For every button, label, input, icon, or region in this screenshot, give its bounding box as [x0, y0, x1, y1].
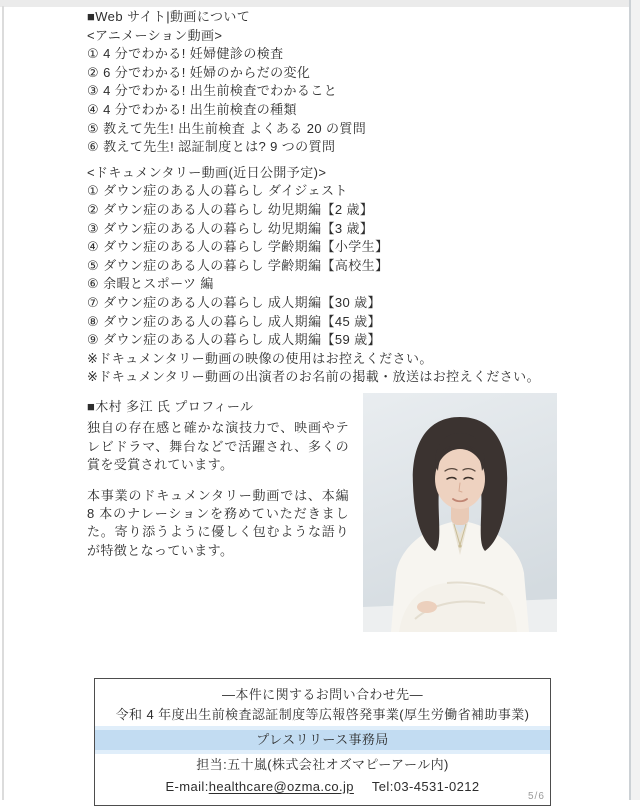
profile-paragraph: 独自の存在感と確かな演技力で、映画やテレビドラマ、舞台などで活躍され、多くの賞を受賞されています。 [87, 420, 349, 472]
list-item: ⑦ ダウン症のある人の暮らし 成人期編【30 歳】 [87, 294, 381, 310]
list-item: ⑤ 教えて先生! 出生前検査 よくある 20 の質問 [87, 120, 367, 136]
list-item: ⑥ 余暇とスポーツ 編 [87, 276, 214, 292]
documentary-video-list [87, 182, 630, 349]
document-page [0, 8, 630, 806]
list-item: ⑨ ダウン症のある人の暮らし 成人期編【59 歳】 [87, 332, 381, 348]
press-office-highlight [95, 726, 550, 754]
list-item: ① 4 分でわかる! 妊婦健診の検査 [87, 46, 284, 62]
list-item: ⑧ ダウン症のある人の暮らし 成人期編【45 歳】 [87, 313, 381, 329]
profile-title: ■木村 多江 氏 プロフィール [87, 398, 254, 414]
contact-person: 担当:五十嵐(株式会社オズマピーアール内) [196, 756, 449, 772]
contact-email-tel-line [95, 776, 550, 798]
animation-video-header: <アニメーション動画> [87, 27, 223, 43]
contact-heading: ―本件に関するお問い合わせ先― [221, 686, 423, 702]
list-item: ② 6 分でわかる! 妊婦のからだの変化 [87, 64, 311, 80]
page-edge-top [0, 0, 640, 7]
documentary-video-header: <ドキュメンタリー動画(近日公開予定)> [87, 164, 327, 180]
contact-project-name: 令和 4 年度出生前検査認証制度等広報啓発事業(厚生労働省補助事業) [115, 706, 530, 722]
usage-note: ※ドキュメンタリー動画の出演者のお名前の掲載・放送はお控えください。 [87, 369, 540, 385]
email-link[interactable]: healthcare@ozma.co.jp [208, 778, 354, 794]
profile-paragraph: 本事業のドキュメンタリー動画では、本編 8 本のナレーションを務めていただきました。寄り添うように優しく包むような語りが特徴となっています。 [87, 488, 349, 558]
web-section-title: ■Web サイト|動画について [87, 9, 251, 24]
list-item: ③ ダウン症のある人の暮らし 幼児期編【3 歳】 [87, 220, 374, 236]
portrait-photo-illustration [363, 393, 557, 632]
list-item: ③ 4 分でわかる! 出生前検査でわかること [87, 83, 338, 99]
animation-video-list [87, 45, 630, 157]
tel-number: Tel:03-4531-0212 [371, 778, 480, 794]
page-edge-right-fill [631, 0, 640, 800]
list-item: ② ダウン症のある人の暮らし 幼児期編【2 歳】 [87, 201, 374, 217]
page-number: 5/6 [528, 791, 545, 802]
list-item: ④ ダウン症のある人の暮らし 学齢期編【小学生】 [87, 239, 389, 255]
list-item: ① ダウン症のある人の暮らし ダイジェスト [87, 183, 348, 199]
profile-photo [363, 393, 557, 632]
list-item: ⑤ ダウン症のある人の暮らし 学齢期編【高校生】 [87, 257, 389, 273]
profile-section [87, 398, 630, 560]
list-item: ⑥ 教えて先生! 認証制度とは? 9 つの質問 [87, 139, 336, 155]
usage-note: ※ドキュメンタリー動画の映像の使用はお控えください。 [87, 350, 433, 366]
list-item: ④ 4 分でわかる! 出生前検査の種類 [87, 101, 297, 117]
press-office-label: プレスリリース事務局 [95, 730, 550, 750]
contact-box [94, 678, 551, 806]
email-label: E-mail: [165, 778, 209, 794]
